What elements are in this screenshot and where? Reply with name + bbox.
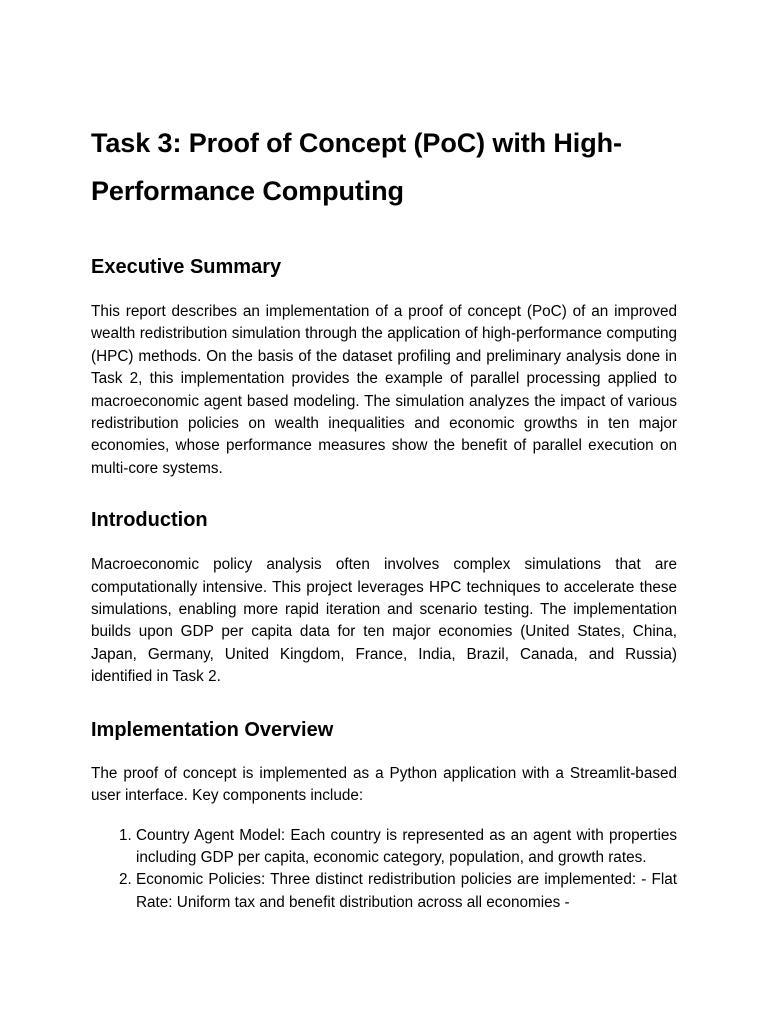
executive-summary-paragraph: This report describes an implementation of a proof of concept (PoC) of an improved wealth redistribution simulation through the application of high-performance computing (HPC) methods. On the basis of the dataset profiling and preliminary analysis done in Task 2, this implementation provides the example of parallel processing applied to macroeconomic agent based modeling. The simulation analyzes the impact of various redistribution policies on wealth inequalities and economic growths in ten major economies, whose performance measures show the benefit of parallel execution on multi-core systems.	[91, 303, 677, 477]
implementation-overview-paragraph: The proof of concept is implemented as a Python application with a Streamlit-based user interface. Key components include:	[91, 764, 677, 805]
introduction-heading: Introduction	[91, 509, 208, 532]
document-title: Task 3: Proof of Concept (PoC) with High-Performance Computing	[91, 128, 622, 206]
document-page	[91, 119, 677, 914]
implementation-overview-heading: Implementation Overview	[91, 718, 334, 741]
list-item: 1. Country Agent Model: Each country is represented as an agent with properties including GDP per capita, economic category, population, and growth rates.	[136, 825, 677, 870]
list-item: 2. Economic Policies: Three distinct redistribution policies are implemented: - Flat Rate: Uniform tax and benefit distribution across all economies -	[136, 869, 677, 914]
executive-summary-heading: Executive Summary	[91, 256, 282, 278]
introduction-paragraph: Macroeconomic policy analysis often involves complex simulations that are computationally intensive. This project leverages HPC techniques to accelerate these simulations, enabling more rapid iteration and scenario testing. The implementation builds upon GDP per capita data for ten major economies (United States, China, Japan, Germany, United Kingdom, France, India, Brazil, Canada, and Russia) identified in Task 2.	[91, 556, 677, 686]
key-components-list	[91, 825, 677, 915]
